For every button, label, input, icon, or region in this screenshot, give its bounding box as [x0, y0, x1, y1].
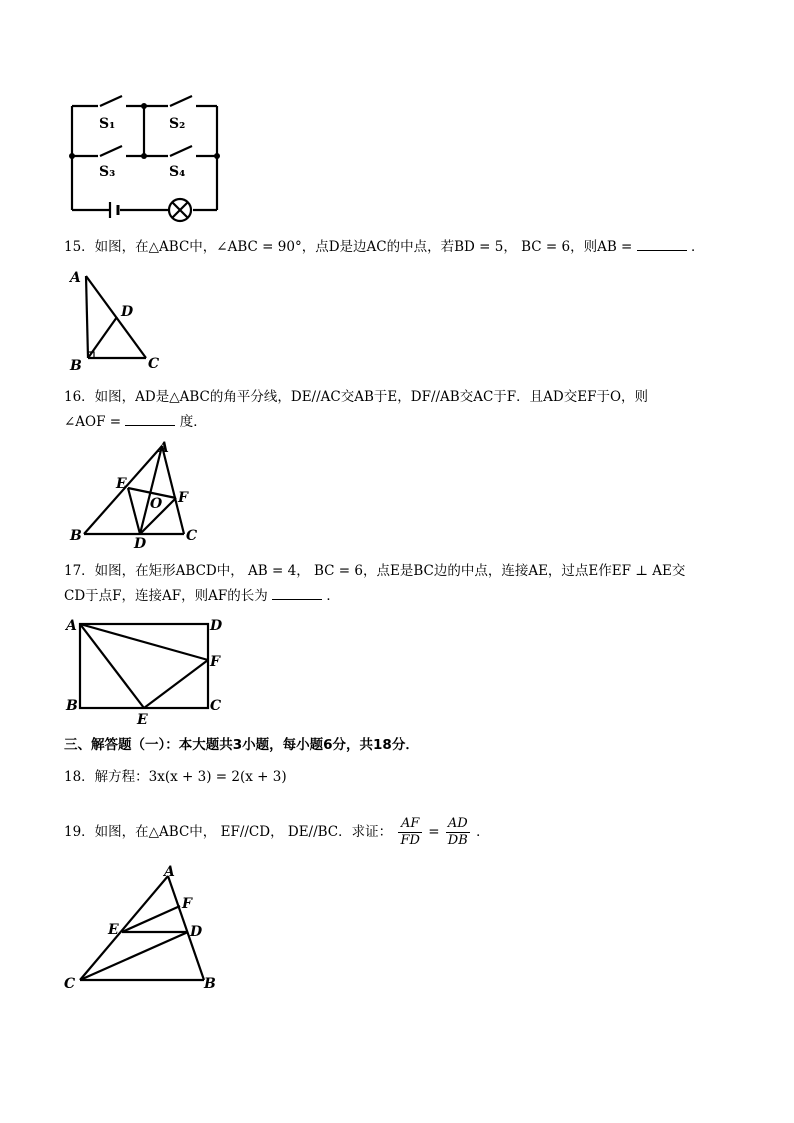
question-15-text: 15．如图，在△ABC中，∠ABC = 90°，点D是边AC的中点，若BD = 5， BC = 6，则AB =: [64, 239, 633, 255]
label-A: A: [66, 618, 77, 634]
label-F: F: [178, 490, 188, 506]
switch-label-s3: S₃: [99, 164, 116, 180]
question-15: 15．如图，在△ABC中，∠ABC = 90°，点D是边AC的中点，若BD = 5， BC = 6，则AB = ．: [64, 239, 705, 255]
label-B: B: [70, 358, 82, 374]
label-A: A: [70, 270, 81, 286]
label-C: C: [186, 528, 198, 544]
question-18: 18．解方程：3x(x + 3) = 2(x + 3): [64, 769, 287, 785]
question-16-line-1: 16．如图，AD是△ABC的角平分线，DE//AC交AB于E，DF//AB交AC于F．且AD交EF于O，则: [64, 389, 649, 405]
label-O: O: [150, 496, 163, 512]
label-E: E: [116, 476, 127, 492]
answer-blank: [272, 587, 322, 600]
answer-blank: [637, 238, 687, 251]
label-B: B: [204, 976, 216, 992]
circuit-diagram: [60, 92, 230, 224]
q16-figure: [66, 438, 206, 548]
label-B: B: [70, 528, 82, 544]
question-17-line-1: 17．如图，在矩形ABCD中， AB = 4， BC = 6，点E是BC边的中点，连接AE，过点E作EF ⊥ AE交: [64, 563, 686, 579]
switch-label-s1: S₁: [99, 116, 116, 132]
label-D: D: [210, 618, 223, 634]
label-D: D: [121, 304, 134, 320]
label-E: E: [137, 712, 148, 724]
label-A: A: [164, 864, 175, 880]
question-17-line-2: CD于点F，连接AF，则AF的长为 ．: [64, 588, 340, 604]
label-A: A: [158, 440, 169, 456]
label-E: E: [108, 922, 119, 938]
q17-figure: [64, 614, 229, 724]
label-D: D: [134, 536, 147, 548]
label-C: C: [64, 976, 76, 992]
label-C: C: [148, 356, 160, 372]
label-B: B: [66, 698, 78, 714]
label-C: C: [210, 698, 222, 714]
fraction-af-fd: $\frac{AF}{FD}$: [400, 816, 420, 848]
switch-label-s2: S₂: [169, 116, 186, 132]
q15-figure: [66, 266, 176, 376]
section-heading: 三、解答题（一）：本大题共3小题，每小题6分，共18分．: [64, 737, 419, 753]
question-16-line-2: ∠AOF = 度．: [64, 414, 207, 430]
label-D: D: [190, 924, 203, 940]
question-19: 19．如图，在△ABC中， EF//CD， DE//BC．求证： $\frac{AF}{FD}$ = $\frac{AD}{DB}$ ．: [64, 816, 490, 848]
label-F: F: [210, 654, 220, 670]
label-F: F: [182, 896, 192, 912]
answer-blank: [125, 413, 175, 426]
switch-label-s4: S₄: [169, 164, 186, 180]
fraction-ad-db: $\frac{AD}{DB}$: [447, 816, 468, 848]
q19-figure: [60, 862, 225, 997]
